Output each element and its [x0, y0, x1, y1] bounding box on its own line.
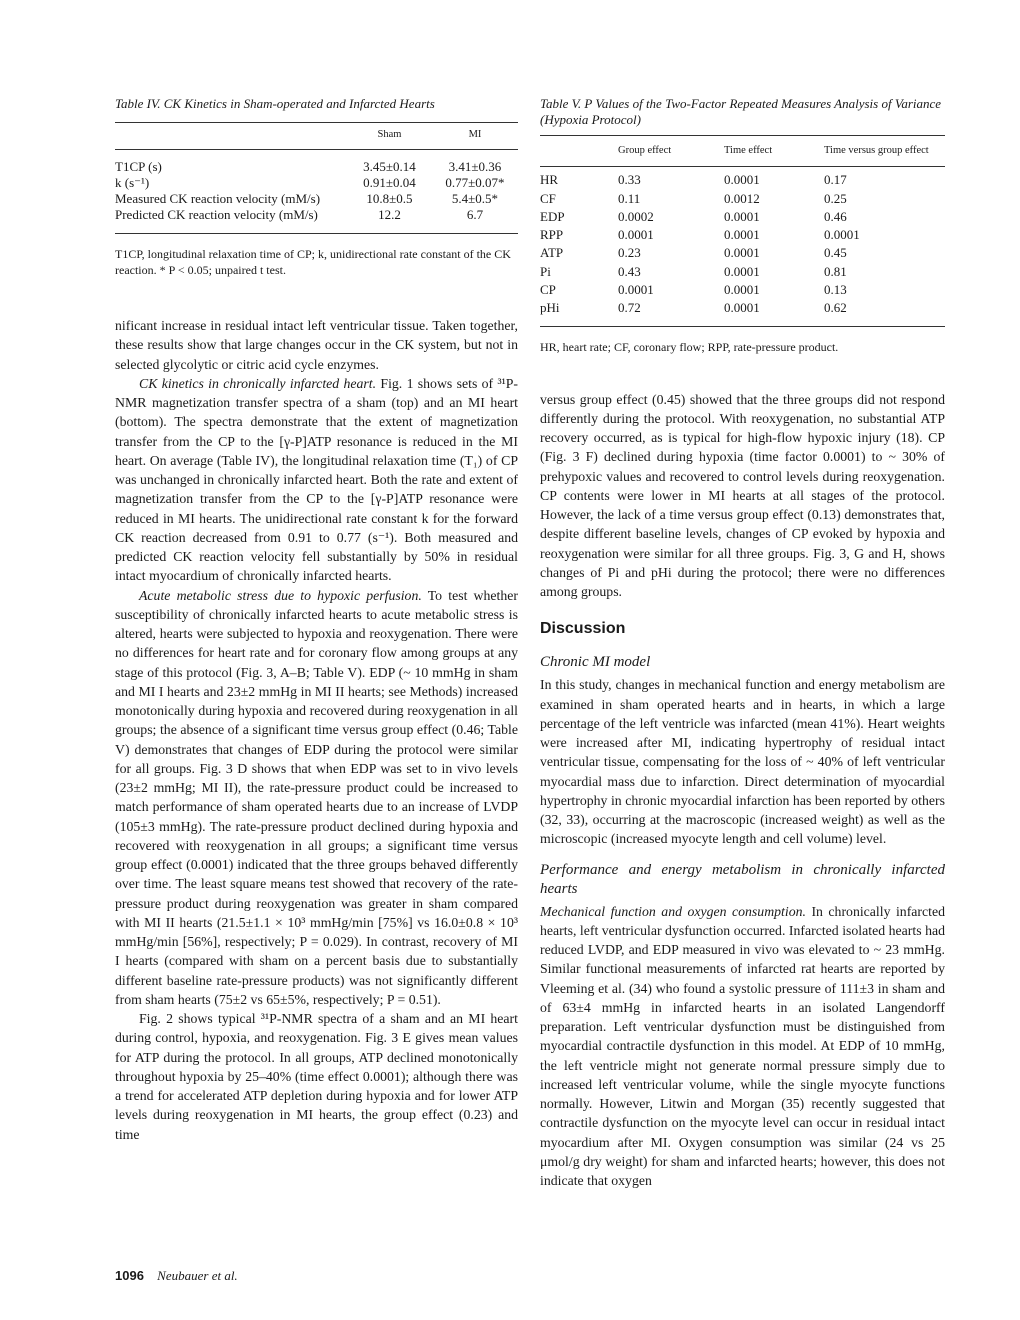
- table-row: CF 0.11 0.0012 0.25: [540, 190, 847, 206]
- paragraph: Acute metabolic stress due to hypoxic perfusion. To test whether susceptibility of chronically infarcted hearts to acute metabolic stress is altered, hearts were subjected to hypoxia and reoxygenation. There were no differences for heart rate and for coronary flow among groups at any stage of this protocol (Fig. 3, A–B; Table V). EDP (~ 10 mmHg in sham and MI I hearts and 23±2 mmHg in MI II hearts; see Methods) increased monotonically during hypoxia and recovered during reoxygenation in all groups; the absence of a significant time versus group effect (0.46; Table V) demonstrates that changes of EDP during the protocol were similar for all groups. Fig. 3 D shows that when EDP was set to in vivo levels (23±2 mmHg; MI II), the rate-pressure product could be increased to match performance of sham operated hearts due to an increase of LVDP (105±3 mmHg). The rate-pressure product declined during hypoxia and recovered with reoxygenation in all groups; a significant time versus group effect (0.0001) indicated that the three groups behaved differently over time. The least square means test showed that recovery of the rate-pressure product during reoxygenation was greater in sham compared with MI II hearts (21.5±1.1 × 10³ mmHg/min [75%] vs 16.0±0.8 × 10³ mmHg/min [56%], respectively; P = 0.029). In contrast, recovery of MI I hearts (compared with sham on a percent basis due to substantially different baseline rate-pressure products) was not significantly different from sham hearts (75±2 vs 65±5%, respectively; P = 0.51).: [115, 587, 518, 1007]
- row-label: k (s⁻¹): [115, 175, 150, 190]
- table-iv-caption: Table IV. CK Kinetics in Sham-operated and Infarcted Hearts: [115, 96, 435, 111]
- table-iv-header-mi: MI: [468, 129, 482, 140]
- table-row: Pi 0.43 0.0001 0.81: [540, 263, 847, 279]
- mi-value: 0.77±0.07*: [445, 175, 505, 190]
- table-row: [115, 207, 518, 223]
- sham-value: 10.8±0.5: [366, 191, 413, 206]
- row-label: T1CP (s): [115, 159, 162, 174]
- subsection-heading: Performance and energy metabolism in chronically infarcted hearts: [540, 861, 945, 897]
- right-column: [540, 96, 945, 1190]
- paragraph: versus group effect (0.45) showed that the three groups did not respond differently during the protocol. With reoxygenation, no substantial ATP recovery occurred, as is typical for high-flow hypoxic injury (18). CP (Fig. 3 F) declined during hypoxia (time factor 0.0001) to ~ 30% of prehypoxic values and recovered to control levels during reoxygenation. CP contents were lower in MI hearts at all stages of the protocol. However, the lack of a time versus group effect (0.13) demonstrates that, despite different baseline levels, changes of CP evoked by hypoxia and reoxygenation were similar for all three groups. Fig. 3, G and H, shows changes of Pi and pHi during the protocol; there were no differences among groups.: [540, 391, 945, 600]
- left-column: [115, 96, 518, 1144]
- table-v-header-tvg: Time versus group effect: [824, 145, 929, 156]
- mi-value: 3.41±0.36: [448, 159, 502, 174]
- table-row: pHi 0.72 0.0001 0.62: [540, 300, 847, 316]
- table-row: EDP 0.0002 0.0001 0.46: [540, 208, 847, 224]
- page-footer: [115, 1268, 238, 1284]
- paragraph: CK kinetics in chronically infarcted heart. Fig. 1 shows sets of ³¹P-NMR magnetization transfer spectra of a sham (top) and an MI heart (bottom). The spectra demonstrate that the extent of magnetization transfer from the CP to the [γ-P]ATP resonance is reduced in the MI heart. On average (Table IV), the longitudinal relaxation time (T₁) of CP was unchanged in chronically infarcted heart. Both the rate and extent of magnetization transfer from the CP to the [γ-P]ATP resonance were reduced in MI hearts. The unidirectional rate constant k for the forward CK reaction decreased from 0.91 to 0.77 (s⁻¹). Both measured and predicted CK reaction velocity fell substantially by 50% in residual intact myocardium of chronically infarcted hearts.: [115, 375, 518, 584]
- table-v-header-group: Group effect: [618, 145, 672, 156]
- subsection-heading: Chronic MI model: [540, 654, 651, 671]
- paragraph: nificant increase in residual intact left ventricular tissue. Taken together, these results show that large changes occur in the CK system, but not in selected glycolytic or citric acid cycle enzymes.: [115, 318, 518, 372]
- sham-value: 3.45±0.14: [363, 159, 416, 174]
- table-row: [115, 175, 518, 191]
- table-row: ATP 0.23 0.0001 0.45: [540, 245, 847, 261]
- table-iv-header-sham: Sham: [377, 129, 402, 140]
- table-row: CP 0.0001 0.0001 0.13: [540, 282, 847, 298]
- run-in-heading: Acute metabolic stress due to hypoxic perfusion.: [139, 587, 422, 603]
- run-in-heading: CK kinetics in chronically infarcted heart.: [139, 375, 377, 391]
- sham-value: 12.2: [378, 207, 401, 222]
- table-v-header: [540, 142, 945, 160]
- run-in-heading: Mechanical function and oxygen consumption.: [540, 903, 806, 919]
- table-v-data: [540, 171, 945, 317]
- table-row: [115, 191, 518, 207]
- table-v-caption: Table V. P Values of the Two-Factor Repeated Measures Analysis of Variance (Hypoxia Protocol): [540, 96, 942, 127]
- left-body-text: [115, 316, 518, 1144]
- mi-value: 5.4±0.5*: [451, 191, 499, 206]
- table-iv-footnote: T1CP, longitudinal relaxation time of CP; k, unidirectional rate constant of the CK reaction. * P < 0.05; unpaired t test.: [115, 247, 511, 277]
- page-number: 1096: [115, 1268, 144, 1283]
- running-author: Neubauer et al.: [157, 1268, 238, 1283]
- section-heading: Discussion: [540, 620, 626, 638]
- paragraph: Mechanical function and oxygen consumption. In chronically infarcted hearts, left ventricular dysfunction occurred. Infarcted isolated hearts had reduced LVDP, and EDP measured in vivo was elevated to ~ 23 mmHg. Similar functional measurements of infarcted rat hearts are reported by Vleeming et al. (34) who found a systolic pressure of 111±3 in sham and of 63±4 mmHg in infarcted hearts in an isolated Langendorff preparation. Left ventricular dysfunction must be distinguished from myocardial contractile dysfunction in this model. At EDP of 10 mmHg, the left ventricle might not generate normal pressure simply due to increased left ventricular volume, while the single myocyte functions normally. However, Litwin and Morgan (35) recently suggested that contractile dysfunction on the myocyte level can occur in residual intact myocardium after MI. Oxygen consumption was similar (24 vs 25 μmol/g dry weight) for sham and infarcted hearts; however, this does not indicate that oxygen: [540, 903, 945, 1189]
- sham-value: 0.91±0.04: [363, 175, 416, 190]
- table-iv-body: [115, 127, 518, 143]
- table-iv-data: [115, 159, 518, 223]
- row-label: Predicted CK reaction velocity (mM/s): [115, 207, 318, 222]
- row-label: Measured CK reaction velocity (mM/s): [115, 191, 321, 206]
- table-v-footnote: HR, heart rate; CF, coronary flow; RPP, rate-pressure product.: [540, 339, 839, 354]
- table-iv: [115, 96, 518, 278]
- table-v: [540, 96, 945, 355]
- right-body-text: [540, 390, 945, 1191]
- table-row: [115, 159, 518, 175]
- paragraph: Fig. 2 shows typical ³¹P-NMR spectra of a sham and an MI heart during control, hypoxia, and reoxygenation. Fig. 3 E gives mean values for ATP during the protocol. In all groups, ATP declined monotonically throughout hypoxia by 25–40% (time effect 0.0001); although there was a trend for accelerated ATP depletion during hypoxia and for lower ATP levels during reoxygenation in MI hearts, the group effect (0.23) and time: [115, 1011, 518, 1142]
- table-v-header-time: Time effect: [724, 145, 773, 156]
- table-row: HR 0.33 0.0001 0.17: [540, 172, 847, 188]
- table-row: RPP 0.0001 0.0001 0.0001: [540, 227, 860, 243]
- mi-value: 6.7: [466, 207, 484, 222]
- paragraph: In this study, changes in mechanical function and energy metabolism are examined in sham operated hearts and in hearts, in which a large percentage of the left ventricle was infarcted (mean 41%). Heart weights were increased after MI, indicating hypertrophy of residual intact ventricular tissue, compensating for the loss of ~ 40% of left ventricular myocardial mass due to infarction. Direct determination of myocardial hypertrophy in chronic myocardial infarction has been reported by others (32, 33), occurring at the macroscopic (increased weight) as well as the microscopic (increased myocyte length and cell volume) level.: [540, 677, 945, 847]
